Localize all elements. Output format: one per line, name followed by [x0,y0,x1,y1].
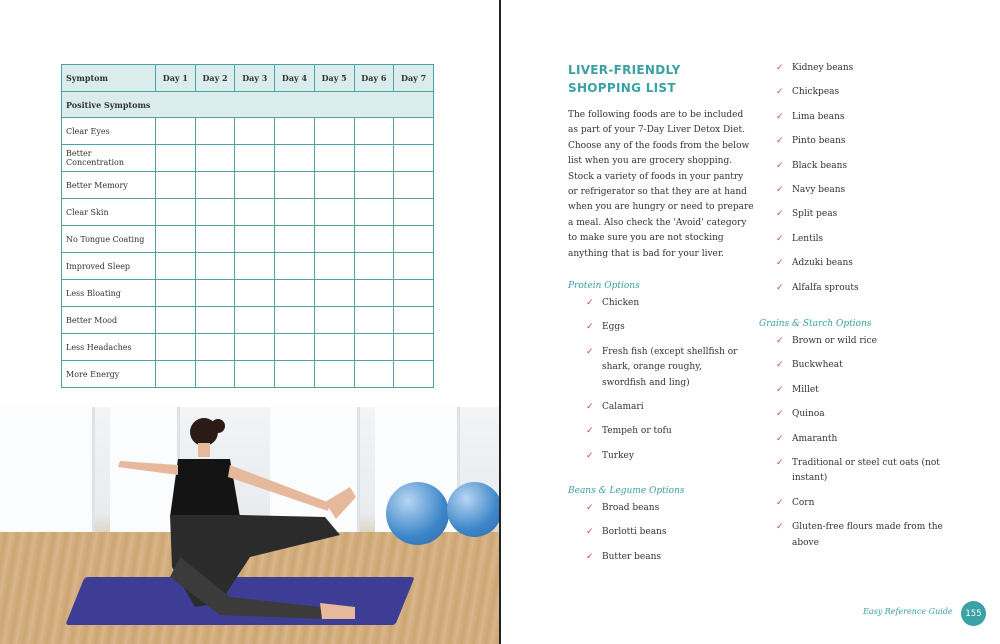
day-column-header: Day 7 [394,65,434,92]
day-checkbox-cell[interactable] [394,307,434,334]
day-checkbox-cell[interactable] [195,199,235,226]
day-checkbox-cell[interactable] [235,172,275,199]
day-checkbox-cell[interactable] [235,226,275,253]
day-column-header: Day 4 [275,65,315,92]
table-row [62,253,434,280]
list-item [776,207,946,222]
day-checkbox-cell[interactable] [195,145,235,172]
day-column-header: Day 6 [354,65,394,92]
page-number: 155 [961,601,986,626]
day-checkbox-cell[interactable] [354,199,394,226]
table-header-row [62,65,434,92]
day-checkbox-cell[interactable] [195,118,235,145]
day-checkbox-cell[interactable] [314,199,354,226]
day-checkbox-cell[interactable] [314,145,354,172]
day-checkbox-cell[interactable] [156,172,196,199]
list-item [776,358,946,373]
day-checkbox-cell[interactable] [394,145,434,172]
day-checkbox-cell[interactable] [314,226,354,253]
day-checkbox-cell[interactable] [156,253,196,280]
day-checkbox-cell[interactable] [235,199,275,226]
list-item [776,256,946,271]
table-row [62,172,434,199]
day-checkbox-cell[interactable] [275,361,315,388]
yoga-figure [100,407,360,637]
protein-list [586,296,744,473]
table-row [62,226,434,253]
day-checkbox-cell[interactable] [314,361,354,388]
list-item [776,432,946,447]
day-checkbox-cell[interactable] [354,172,394,199]
check-mark-icon: ✓ [586,402,594,413]
day-checkbox-cell[interactable] [195,307,235,334]
list-item-label: Corn [792,497,815,508]
list-item-label: Navy beans [792,185,846,196]
check-mark-icon: ✓ [586,346,594,357]
day-checkbox-cell[interactable] [235,118,275,145]
list-item-label: Chicken [602,298,640,308]
list-item-label: Buckwheat [792,360,843,371]
check-mark-icon: ✓ [586,527,594,538]
day-column-header: Day 1 [156,65,196,92]
day-checkbox-cell[interactable] [354,145,394,172]
list-item-label: Adzuki beans [792,258,853,269]
check-mark-icon: ✓ [776,87,784,98]
list-item [776,383,946,398]
list-item-label: Black beans [792,160,848,171]
symptom-label: Less Bloating [62,280,156,307]
day-checkbox-cell[interactable] [275,145,315,172]
shopping-list-title: LIVER-FRIENDLY SHOPPING LIST [568,63,681,95]
day-checkbox-cell[interactable] [394,118,434,145]
day-checkbox-cell[interactable] [156,334,196,361]
table-row [62,361,434,388]
protein-options-heading: Protein Options [568,281,640,291]
list-item-label: Quinoa [792,409,825,420]
list-item [586,424,744,439]
day-checkbox-cell[interactable] [156,280,196,307]
yoga-photo [0,407,500,644]
day-checkbox-cell[interactable] [195,334,235,361]
list-item [776,407,946,422]
symptom-label: Better Concentration [62,145,156,172]
day-checkbox-cell[interactable] [275,307,315,334]
day-checkbox-cell[interactable] [354,226,394,253]
check-mark-icon: ✓ [776,136,784,147]
list-item-label: Lentils [792,233,824,244]
beans-list-left [586,501,744,574]
day-checkbox-cell[interactable] [275,172,315,199]
day-checkbox-cell[interactable] [394,199,434,226]
list-item-label: Tempeh or tofu [602,426,672,437]
grains-list [776,334,946,560]
list-item-label: Brown or wild rice [792,336,877,346]
symptom-label: Improved Sleep [62,253,156,280]
exercise-ball [447,482,500,537]
day-checkbox-cell[interactable] [156,307,196,334]
list-item [776,85,946,100]
check-mark-icon: ✓ [586,426,594,437]
symptom-label: Better Mood [62,307,156,334]
check-mark-icon: ✓ [776,522,784,533]
day-checkbox-cell[interactable] [156,361,196,388]
table-row [62,280,434,307]
list-item-label: Pinto beans [792,136,846,147]
day-checkbox-cell[interactable] [275,253,315,280]
section-label: Positive Symptoms [62,92,434,118]
list-item-label: Turkey [602,450,634,461]
list-item [776,61,946,76]
list-item [776,520,946,551]
check-mark-icon: ✓ [776,497,784,508]
table-row [62,334,434,361]
check-mark-icon: ✓ [586,551,594,562]
day-checkbox-cell[interactable] [354,361,394,388]
day-checkbox-cell[interactable] [235,280,275,307]
list-item-label: Chickpeas [792,87,840,98]
list-item-label: Gluten-free flours made from the above [792,522,943,548]
list-item-label: Alfalfa sprouts [792,282,859,293]
list-item-label: Lima beans [792,111,845,122]
symptom-label: No Tongue Coating [62,226,156,253]
day-column-header: Day 3 [235,65,275,92]
day-checkbox-cell[interactable] [314,280,354,307]
list-item [586,320,744,335]
check-mark-icon: ✓ [776,282,784,293]
list-item [776,183,946,198]
check-mark-icon: ✓ [776,160,784,171]
day-column-header: Day 2 [195,65,235,92]
list-item [586,449,744,464]
footer-label: Easy Reference Guide [863,607,953,616]
list-item [586,525,744,540]
day-checkbox-cell[interactable] [275,118,315,145]
check-mark-icon: ✓ [776,111,784,122]
check-mark-icon: ✓ [776,336,784,346]
check-mark-icon: ✓ [776,433,784,444]
day-checkbox-cell[interactable] [394,334,434,361]
symptom-label: More Energy [62,361,156,388]
window-panel [0,407,95,537]
check-mark-icon: ✓ [586,450,594,461]
table-row [62,199,434,226]
day-checkbox-cell[interactable] [275,280,315,307]
check-mark-icon: ✓ [776,409,784,420]
day-checkbox-cell[interactable] [314,307,354,334]
section-row [62,92,434,118]
day-checkbox-cell[interactable] [195,226,235,253]
list-item [776,281,946,296]
list-item [776,110,946,125]
list-item [776,134,946,149]
day-checkbox-cell[interactable] [394,361,434,388]
symptom-label: Clear Skin [62,199,156,226]
day-checkbox-cell[interactable] [195,361,235,388]
day-checkbox-cell[interactable] [394,280,434,307]
day-checkbox-cell[interactable] [354,253,394,280]
day-checkbox-cell[interactable] [314,334,354,361]
list-item-label: Calamari [602,402,644,413]
shopping-list-intro: The following foods are to be included as part of your 7-Day Liver Detox Diet. Choose any of the foods from the below list when you are grocery shopping. Stock a variety of foods in your pantry or refrigerator so that they are at hand when you are hungry or need to prepare a meal. Also check the 'Avoid' category to make sure you are not stocking anything that is bad for your liver. [568,110,754,259]
day-checkbox-cell[interactable] [354,307,394,334]
check-mark-icon: ✓ [586,298,594,308]
day-checkbox-cell[interactable] [394,226,434,253]
list-item [586,501,744,516]
list-item [586,400,744,415]
list-item-label: Butter beans [602,551,662,562]
list-item [776,232,946,247]
check-mark-icon: ✓ [776,209,784,220]
list-item [586,296,744,311]
day-checkbox-cell[interactable] [275,334,315,361]
day-checkbox-cell[interactable] [235,307,275,334]
day-checkbox-cell[interactable] [394,253,434,280]
symptom-label: Better Memory [62,172,156,199]
list-item-label: Kidney beans [792,63,854,73]
day-checkbox-cell[interactable] [354,118,394,145]
grains-options-heading: Grains & Starch Options [759,319,872,329]
check-mark-icon: ✓ [776,458,784,469]
list-item [776,334,946,349]
list-item [776,456,946,487]
table-row [62,307,434,334]
day-checkbox-cell[interactable] [235,334,275,361]
symptom-label: Less Headaches [62,334,156,361]
beans-options-heading: Beans & Legume Options [568,486,685,496]
symptom-label: Clear Eyes [62,118,156,145]
day-checkbox-cell[interactable] [354,334,394,361]
list-item-label: Broad beans [602,503,660,513]
symptom-column-header: Symptom [62,65,156,92]
list-item-label: Fresh fish (except shellfish or shark, orange roughy, swordfish and ling) [602,346,738,388]
day-checkbox-cell[interactable] [195,280,235,307]
list-item [586,345,744,391]
check-mark-icon: ✓ [586,503,594,513]
table-row [62,145,434,172]
check-mark-icon: ✓ [586,322,594,333]
day-checkbox-cell[interactable] [354,280,394,307]
list-item-label: Amaranth [792,433,838,444]
check-mark-icon: ✓ [776,233,784,244]
check-mark-icon: ✓ [776,258,784,269]
check-mark-icon: ✓ [776,63,784,73]
day-column-header: Day 5 [314,65,354,92]
day-checkbox-cell[interactable] [156,199,196,226]
beans-list-right [776,61,946,305]
day-checkbox-cell[interactable] [394,172,434,199]
day-checkbox-cell[interactable] [156,145,196,172]
check-mark-icon: ✓ [776,185,784,196]
list-item-label: Split peas [792,209,838,220]
day-checkbox-cell[interactable] [156,226,196,253]
day-checkbox-cell[interactable] [314,118,354,145]
list-item [776,159,946,174]
day-checkbox-cell[interactable] [235,145,275,172]
table-row [62,118,434,145]
day-checkbox-cell[interactable] [235,361,275,388]
list-item-label: Eggs [602,322,625,333]
day-checkbox-cell[interactable] [314,253,354,280]
symptom-tracker-table [61,64,434,388]
check-mark-icon: ✓ [776,384,784,395]
list-item [776,496,946,511]
day-checkbox-cell[interactable] [275,226,315,253]
day-checkbox-cell[interactable] [275,199,315,226]
day-checkbox-cell[interactable] [195,253,235,280]
list-item-label: Traditional or steel cut oats (not instant) [792,458,940,484]
day-checkbox-cell[interactable] [195,172,235,199]
day-checkbox-cell[interactable] [235,253,275,280]
list-item-label: Millet [792,384,819,395]
exercise-ball [386,482,449,545]
day-checkbox-cell[interactable] [156,118,196,145]
list-item-label: Borlotti beans [602,527,667,538]
check-mark-icon: ✓ [776,360,784,371]
day-checkbox-cell[interactable] [314,172,354,199]
list-item [586,550,744,565]
